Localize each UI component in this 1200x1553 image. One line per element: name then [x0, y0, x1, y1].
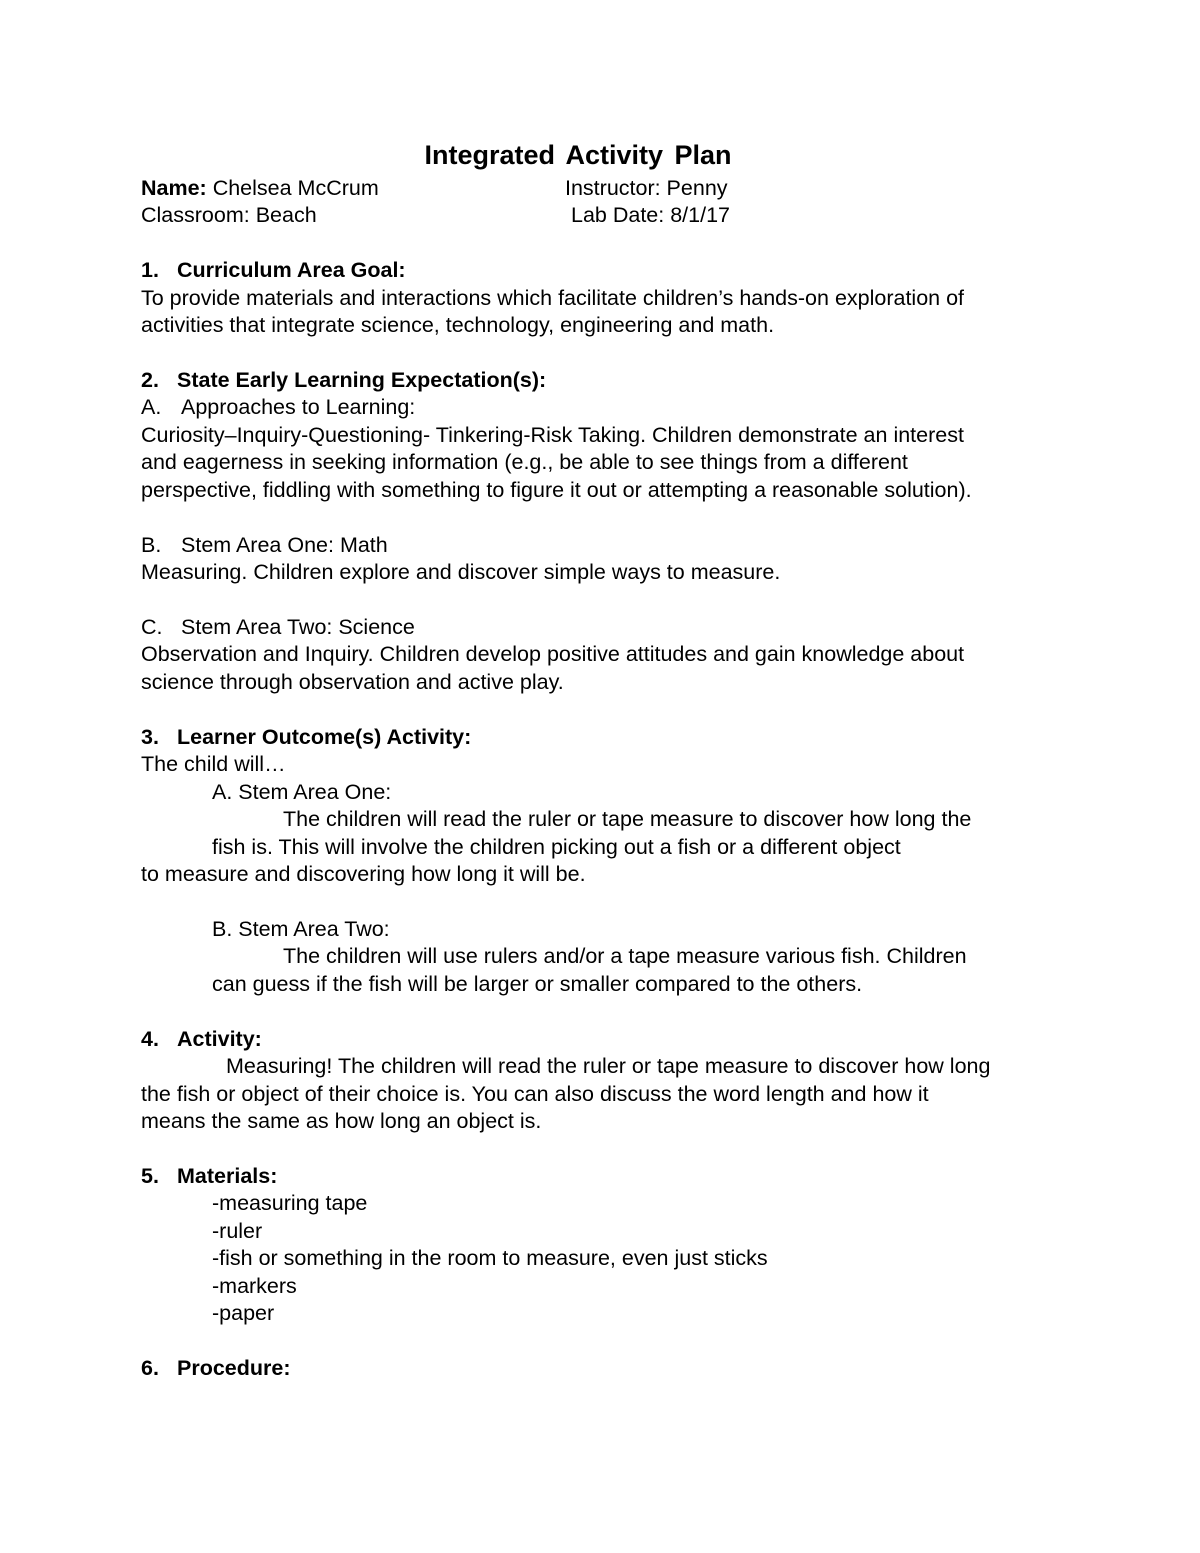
section-4-text-line: means the same as how long an object is. [141, 1109, 542, 1133]
section-1-heading: 1. Curriculum Area Goal: [141, 258, 406, 282]
section-3a-text-line: to measure and discovering how long it will be. [141, 862, 586, 886]
section-3b-text-line: can guess if the fish will be larger or smaller compared to the others. [212, 972, 863, 996]
materials-list-item: -paper [212, 1301, 275, 1325]
section-3a-text-line: The children will read the ruler or tape measure to discover how long the [283, 807, 972, 831]
instructor-line: Instructor: Penny [565, 176, 728, 200]
section-3a-text-line: fish is. This will involve the children picking out a fish or a different object [212, 835, 901, 859]
section-1-text-line: To provide materials and interactions which facilitate children’s hands-on exploration of [141, 286, 965, 310]
section-2b-text-line: Measuring. Children explore and discover simple ways to measure. [141, 560, 781, 584]
section-4-text-line: the fish or object of their choice is. You can also discuss the word length and how it [141, 1082, 929, 1106]
materials-list-item: -ruler [212, 1219, 263, 1243]
section-3b-title: B. Stem Area Two: [212, 917, 390, 941]
name-value: Chelsea McCrum [212, 176, 379, 200]
section-1-text-line: activities that integrate science, technology, engineering and math. [141, 313, 775, 337]
section-2c-text-line: Observation and Inquiry. Children develop positive attitudes and gain knowledge about [141, 642, 965, 666]
section-2a-text-line: Curiosity–Inquiry-Questioning- Tinkering-Risk Taking. Children demonstrate an interest [141, 423, 964, 447]
section-2c-text-line: science through observation and active play. [141, 670, 564, 694]
section-2c-title: C. Stem Area Two: Science [141, 615, 415, 639]
section-2b-title: B. Stem Area One: Math [141, 533, 388, 557]
section-3a-title: A. Stem Area One: [212, 780, 392, 804]
name-line [141, 175, 379, 202]
section-3b-text-line: The children will use rulers and/or a tape measure various fish. Children [283, 944, 967, 968]
section-6-heading: 6. Procedure: [141, 1356, 291, 1380]
section-4-text-line: Measuring! The children will read the ruler or tape measure to discover how long [226, 1054, 991, 1078]
section-4-heading: 4. Activity: [141, 1027, 262, 1051]
section-5-heading: 5. Materials: [141, 1164, 278, 1188]
section-2a-text-line: perspective, fiddling with something to figure it out or attempting a reasonable solution). [141, 478, 972, 502]
materials-list-item: -measuring tape [212, 1191, 368, 1215]
section-2a-title: A. Approaches to Learning: [141, 395, 416, 419]
materials-list-item: -fish or something in the room to measure, even just sticks [212, 1246, 768, 1270]
document-title: Integrated Activity Plan [424, 140, 732, 170]
materials-list-item: -markers [212, 1274, 297, 1298]
section-2a-text-line: and eagerness in seeking information (e.g., be able to see things from a different [141, 450, 908, 474]
lab-date-line: Lab Date: 8/1/17 [571, 203, 730, 227]
name-label: Name: [141, 176, 207, 200]
classroom-line: Classroom: Beach [141, 203, 317, 227]
section-3-heading: 3. Learner Outcome(s) Activity: [141, 725, 472, 749]
section-2-heading: 2. State Early Learning Expectation(s): [141, 368, 547, 392]
section-3-intro: The child will… [141, 752, 286, 776]
